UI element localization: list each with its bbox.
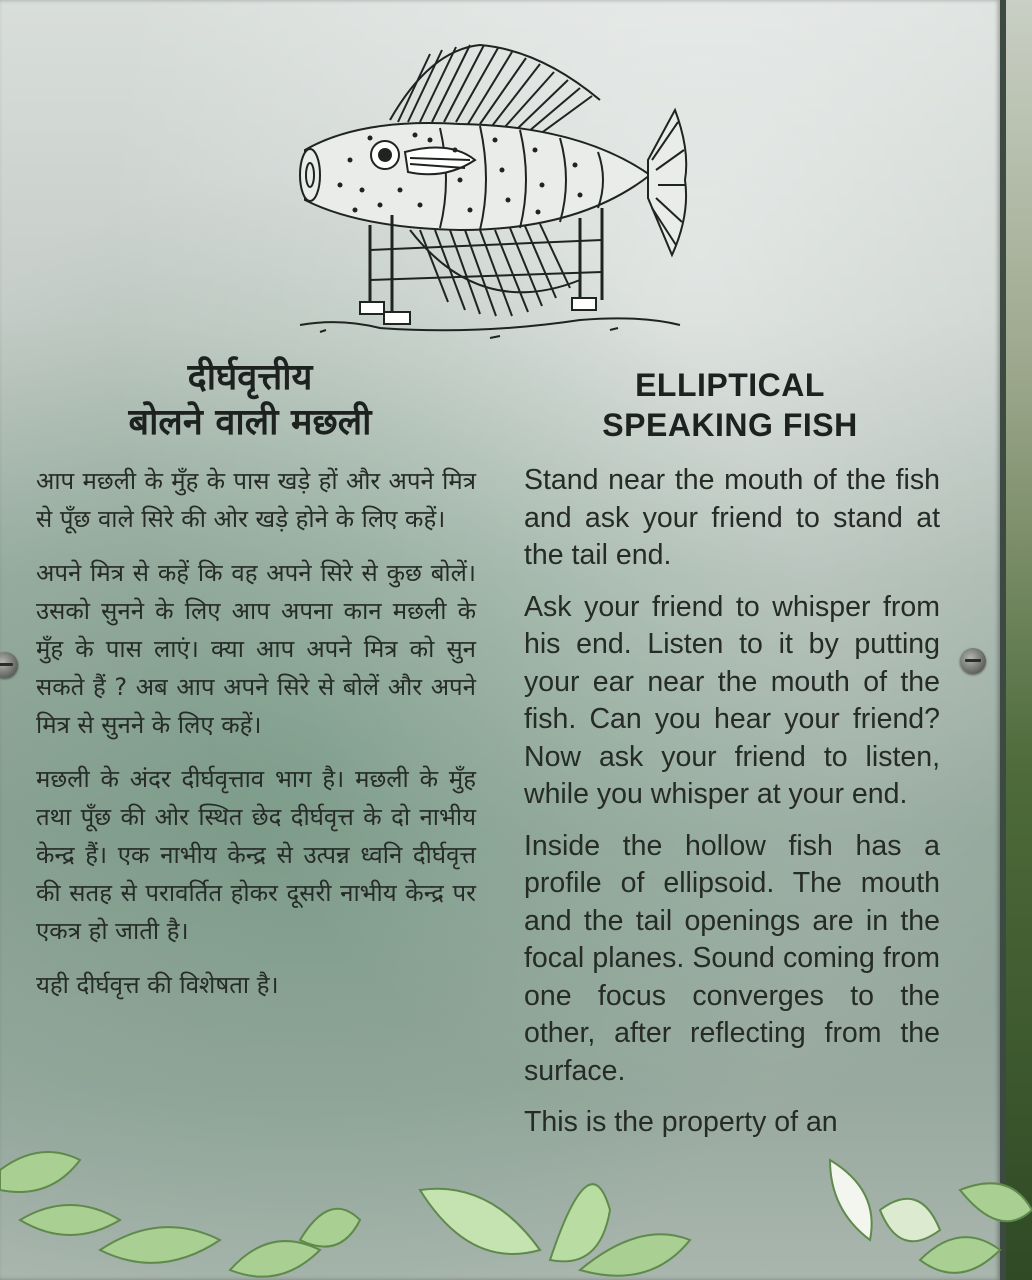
- english-paragraph: This is the property of an: [524, 1106, 838, 1138]
- hindi-paragraph: आप मछली के मुँह के पास खड़े हों और अपने मित्र से पूँछ वाले सिरे की ओर खड़े होने के लिए कहें।: [36, 467, 476, 533]
- fish-sculpture-illustration: [280, 40, 700, 350]
- title-english-line1: ELLIPTICAL: [635, 367, 825, 403]
- english-text-column: [524, 462, 940, 1156]
- hindi-paragraph: अपने मित्र से कहें कि वह अपने सिरे से कुछ बोलें। उसको सुनने के लिए आप अपना कान मछली के मुँह के पास लाएं। क्या आप अपने मित्र को सुन सकते हैं ? अब आप अपने सिरे से बोलें और अपने मित्र से सुनने के लिए कहें।: [36, 559, 476, 739]
- hindi-paragraph: मछली के अंदर दीर्घवृत्ताव भाग है। मछली के मुँह तथा पूँछ की ओर स्थित छेद दीर्घवृत्त के दो नाभीय केन्द्र हैं। एक नाभीय केन्द्र से उत्पन्न ध्वनि दीर्घवृत्त की सतह से परावर्तित होकर दूसरी नाभीय केन्द्र पर एकत्र हो जाती है।: [36, 765, 476, 945]
- english-paragraph: Inside the hollow fish has a profile of ellipsoid. The mouth and the tail openings are in the focal planes. Sound coming from one focus converges to the other, after reflecting from the surface.: [524, 829, 940, 1087]
- screw-icon: [960, 648, 986, 674]
- title-hindi: [60, 355, 440, 445]
- english-paragraph: Ask your friend to whisper from his end. Listen to it by putting your ear near the mouth of the fish. Can you hear your friend? Now ask your friend to listen, while you whisper at your end.: [524, 590, 940, 810]
- screw-icon: [0, 652, 18, 678]
- title-english: [560, 365, 900, 445]
- hindi-text-column: [36, 462, 476, 1020]
- english-paragraph: Stand near the mouth of the fish and ask your friend to stand at the tail end.: [524, 464, 940, 571]
- title-english-line2: SPEAKING FISH: [602, 407, 858, 443]
- title-hindi-line2: बोलने वाली मछली: [128, 402, 372, 443]
- hindi-paragraph: यही दीर्घवृत्त की विशेषता है।: [36, 971, 279, 999]
- title-hindi-line1: दीर्घवृत्तीय: [187, 357, 313, 398]
